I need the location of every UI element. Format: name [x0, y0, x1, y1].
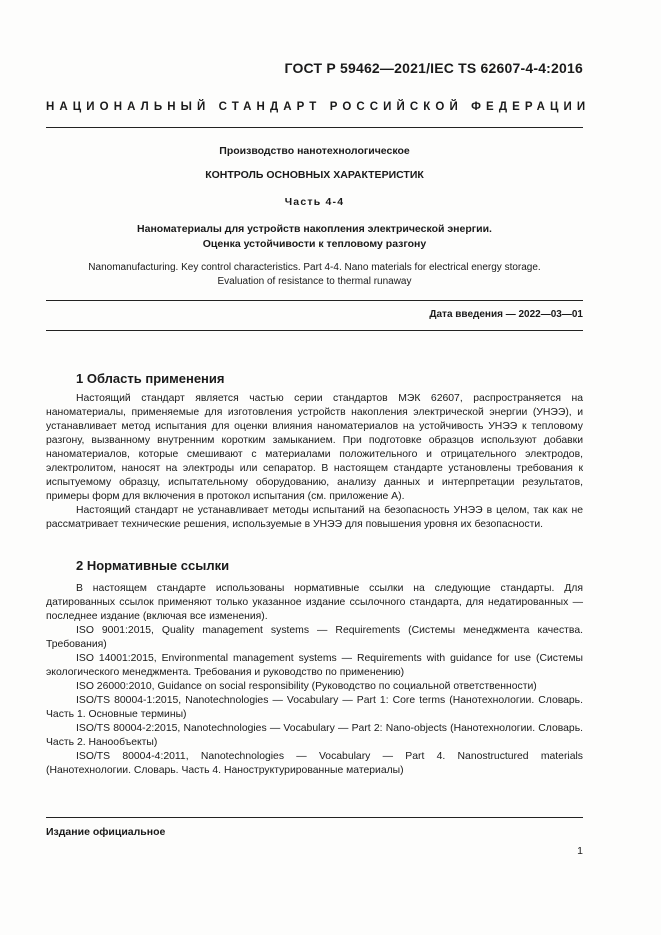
intro-date: Дата введения — 2022—03—01	[429, 309, 583, 320]
english-title	[46, 261, 583, 289]
date-divider	[46, 330, 583, 331]
national-standard-banner: НАЦИОНАЛЬНЫЙ СТАНДАРТ РОССИЙСКОЙ ФЕДЕРАЦИИ	[46, 101, 591, 113]
part-label: Часть 4-4	[284, 196, 345, 208]
english-title-line-2: Evaluation of resistance to thermal runaway	[217, 276, 412, 287]
reference-item: ISO/TS 80004-2:2015, Nanotechnologies — Vocabulary — Part 2: Nano-objects (Нанотехнологии. Словарь. Часть 2. Нанообъекты)	[46, 723, 583, 748]
top-divider	[46, 127, 583, 128]
title-line-1: Производство нанотехнологическое	[219, 145, 410, 157]
page-number: 1	[577, 845, 583, 857]
section-1-body	[46, 392, 583, 532]
title-line-2: КОНТРОЛЬ ОСНОВНЫХ ХАРАКТЕРИСТИК	[205, 169, 424, 181]
reference-item: ISO 26000:2010, Guidance on social responsibility (Руководство по социальной ответственности)	[76, 681, 537, 692]
title-divider	[46, 300, 583, 301]
subtitle-line-1: Наноматериалы для устройств накопления электрической энергии.	[137, 223, 492, 235]
section-1-heading: 1 Область применения	[76, 371, 225, 386]
reference-item: ISO/TS 80004-4:2011, Nanotechnologies — Vocabulary — Part 4. Nanostructured materials (Нанотехнологии. Словарь. Часть 4. Наноструктурированные материалы)	[46, 751, 583, 776]
standard-code: ГОСТ Р 59462—2021/IEC TS 62607-4-4:2016	[284, 60, 583, 76]
footer-divider	[46, 817, 583, 818]
reference-item: ISO/TS 80004-1:2015, Nanotechnologies — Vocabulary — Part 1: Core terms (Нанотехнологии. Словарь. Часть 1. Основные термины)	[46, 695, 583, 720]
section-2-heading: 2 Нормативные ссылки	[76, 558, 230, 573]
section-2-body	[46, 582, 583, 778]
paragraph: Настоящий стандарт не устанавливает методы испытаний на безопасность УНЭЭ в целом, так как не рассматривает технические решения, используемые в УНЭЭ для повышения уровня их безопасности.	[46, 505, 583, 530]
reference-item: ISO 9001:2015, Quality management systems — Requirements (Системы менеджмента качества. Требования)	[46, 625, 583, 650]
english-title-line-1: Nanomanufacturing. Key control characteristics. Part 4-4. Nano materials for electrical energy storage.	[88, 262, 541, 273]
paragraph: В настоящем стандарте использованы нормативные ссылки на следующие стандарты. Для датированных ссылок применяют только указанное издание ссылочного стандарта, для недатированных — последнее издание (включая все изменения).	[46, 583, 583, 622]
reference-item: ISO 14001:2015, Environmental management systems — Requirements with guidance for use (Системы экологического менеджмента. Требования и руководство по применению)	[46, 653, 583, 678]
subtitle-line-2: Оценка устойчивости к тепловому разгону	[202, 238, 427, 250]
subtitle	[46, 222, 583, 252]
official-edition: Издание официальное	[46, 826, 166, 838]
paragraph: Настоящий стандарт является частью серии стандартов МЭК 62607, распространяется на наноматериалы, применяемые для изготовления устройств накопления электрической энергии (УНЭЭ), и устанавливает метод испытания для оценки влияния наноматериалов на устойчивость УНЭЭ к тепловому разгону, вызванному внутренним коротким замыканием. При подготовке образцов используют добавки наноматериалов, которые смешивают с материалами положительного и отрицательного электродов, электролитом, наносят на электроды или сепаратор. В настоящем стандарте установлены требования к испытуемому образцу, испытательному оборудованию, анализу данных и интерпретации результатов, примеры форм для включения в протокол испытания (см. приложение А).	[46, 393, 583, 502]
